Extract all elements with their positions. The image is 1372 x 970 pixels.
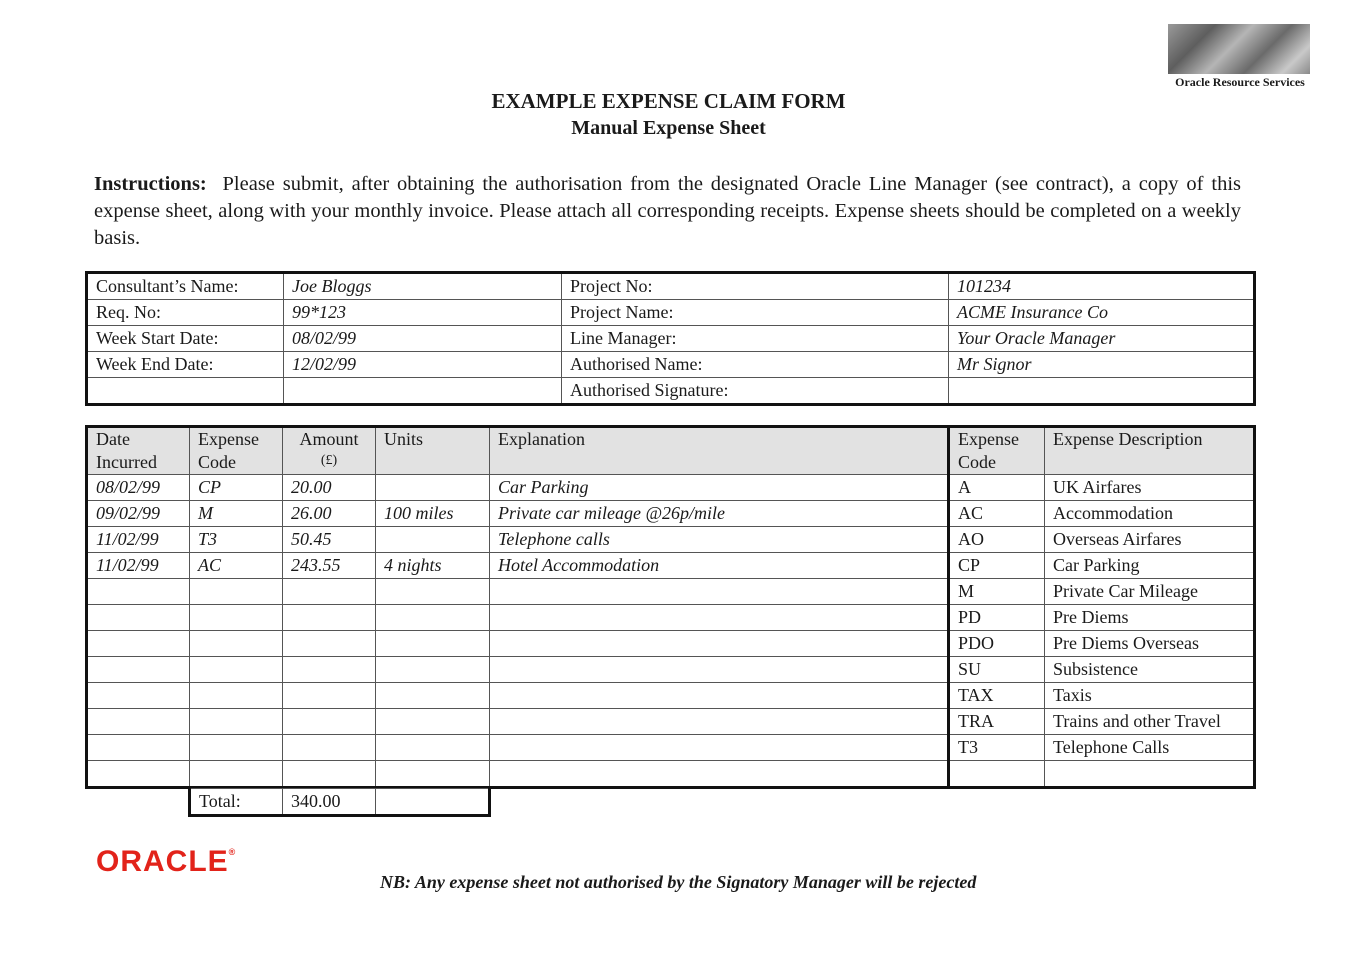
ref-code: AC [949,501,1045,527]
info-row [87,326,1255,352]
expense-row [87,579,1255,605]
expense-row [87,553,1255,579]
info-value: ACME Insurance Co [949,300,1255,326]
expense-row [87,761,1255,788]
info-row [87,300,1255,326]
ref-code: TAX [949,683,1045,709]
expense-explanation [490,761,949,788]
expense-units [376,605,490,631]
footer-note: NB: Any expense sheet not authorised by the Signatory Manager will be rejected [380,872,977,892]
expense-units [376,579,490,605]
header-ref-description: Expense Description [1045,427,1255,475]
expense-row [87,501,1255,527]
info-value: 08/02/99 [284,326,562,352]
expense-amount: 50.45 [283,527,376,553]
expense-code [190,735,283,761]
ref-code: T3 [949,735,1045,761]
info-label: Req. No: [87,300,284,326]
expense-date [87,631,190,657]
expense-amount [283,579,376,605]
ref-code: PD [949,605,1045,631]
expense-row [87,735,1255,761]
ref-description: Subsistence [1045,657,1255,683]
info-row [87,273,1255,300]
expense-units [376,657,490,683]
header-amount-unit: (£) [320,453,338,468]
header-explanation: Explanation [490,427,949,475]
info-label: Project Name: [562,300,949,326]
expense-amount [283,709,376,735]
ref-description [1045,761,1255,788]
expense-explanation [490,735,949,761]
expense-row [87,683,1255,709]
ref-description: Telephone Calls [1045,735,1255,761]
ref-description: Trains and other Travel [1045,709,1255,735]
header-date: Date Incurred [87,427,190,475]
instructions [94,171,1241,252]
ref-description: Taxis [1045,683,1255,709]
expense-code: T3 [190,527,283,553]
expense-code: AC [190,553,283,579]
expense-amount [283,605,376,631]
expense-amount [283,683,376,709]
expense-explanation: Car Parking [490,475,949,501]
ref-code: SU [949,657,1045,683]
expense-row [87,527,1255,553]
expense-date: 09/02/99 [87,501,190,527]
info-label: Authorised Signature: [562,378,949,405]
ref-description: Overseas Airfares [1045,527,1255,553]
expense-amount: 20.00 [283,475,376,501]
info-value [284,378,562,405]
ref-code: CP [949,553,1045,579]
oracle-logo-text: ORACLE [96,845,229,878]
expense-code [190,605,283,631]
ref-code: AO [949,527,1045,553]
expense-date [87,709,190,735]
total-table [188,788,491,817]
expense-code: M [190,501,283,527]
expense-explanation [490,579,949,605]
info-value: 101234 [949,273,1255,300]
instructions-label: Instructions: [94,173,207,195]
expense-date [87,579,190,605]
expense-code [190,683,283,709]
total-label: Total: [190,789,283,816]
ref-description: UK Airfares [1045,475,1255,501]
oracle-logo [96,845,236,879]
expense-date [87,683,190,709]
expense-row [87,605,1255,631]
expense-header-row [87,427,1255,475]
expense-date: 11/02/99 [87,527,190,553]
expense-units: 100 miles [376,501,490,527]
expense-explanation: Telephone calls [490,527,949,553]
info-value: Mr Signor [949,352,1255,378]
expense-explanation: Hotel Accommodation [490,553,949,579]
expense-row [87,631,1255,657]
registered-mark: ® [228,847,237,857]
logo-image [1168,24,1310,74]
ref-code: A [949,475,1045,501]
expense-date [87,761,190,788]
info-row [87,352,1255,378]
expense-explanation [490,657,949,683]
expense-explanation [490,683,949,709]
expense-explanation: Private car mileage @26p/mile [490,501,949,527]
ref-description: Private Car Mileage [1045,579,1255,605]
ref-description: Pre Diems [1045,605,1255,631]
expense-code [190,631,283,657]
logo-caption: Oracle Resource Services [1175,75,1305,89]
expense-amount [283,657,376,683]
total-empty-cell [376,789,490,816]
expense-explanation [490,605,949,631]
expense-date: 08/02/99 [87,475,190,501]
expense-code [190,761,283,788]
expense-amount: 26.00 [283,501,376,527]
info-value: Your Oracle Manager [949,326,1255,352]
info-label: Consultant’s Name: [87,273,284,300]
expense-row [87,657,1255,683]
expense-date [87,735,190,761]
expense-units [376,761,490,788]
ref-description: Pre Diems Overseas [1045,631,1255,657]
expense-units [376,475,490,501]
header-expense-code: Expense Code [190,427,283,475]
ref-code: M [949,579,1045,605]
expense-explanation [490,709,949,735]
expense-units [376,735,490,761]
ref-code: PDO [949,631,1045,657]
expense-date [87,605,190,631]
info-label: Authorised Name: [562,352,949,378]
form-subtitle: Manual Expense Sheet [571,117,766,139]
ref-code [949,761,1045,788]
expense-code: CP [190,475,283,501]
header-amount: Amount (£) [283,427,376,475]
info-value [949,378,1255,405]
info-row [87,378,1255,405]
expense-code [190,579,283,605]
ref-description: Accommodation [1045,501,1255,527]
expense-table [85,425,1256,789]
expense-explanation [490,631,949,657]
expense-code [190,657,283,683]
ref-code: TRA [949,709,1045,735]
info-value: Joe Bloggs [284,273,562,300]
total-row [190,789,490,816]
instructions-text: Please submit, after obtaining the authorisation from the designated Oracle Line Manager (see contract), a copy of this expense sheet, along with your monthly invoice. Please attach all corresponding receipts. Expense sheets should be completed on a weekly basis. [94,173,1242,249]
expense-row [87,475,1255,501]
header-units: Units [376,427,490,475]
expense-row [87,709,1255,735]
expense-amount [283,735,376,761]
info-value: 12/02/99 [284,352,562,378]
expense-units [376,683,490,709]
expense-amount [283,761,376,788]
info-label: Line Manager: [562,326,949,352]
consultant-info-table [85,271,1256,406]
expense-units: 4 nights [376,553,490,579]
expense-units [376,709,490,735]
expense-units [376,631,490,657]
info-value: 99*123 [284,300,562,326]
info-label: Week End Date: [87,352,284,378]
expense-amount: 243.55 [283,553,376,579]
expense-date [87,657,190,683]
ref-description: Car Parking [1045,553,1255,579]
form-title: EXAMPLE EXPENSE CLAIM FORM [491,89,846,113]
expense-amount [283,631,376,657]
info-label: Project No: [562,273,949,300]
expense-code [190,709,283,735]
header-ref-code: Expense Code [949,427,1045,475]
info-label [87,378,284,405]
info-label: Week Start Date: [87,326,284,352]
expense-date: 11/02/99 [87,553,190,579]
expense-units [376,527,490,553]
total-value: 340.00 [283,789,376,816]
